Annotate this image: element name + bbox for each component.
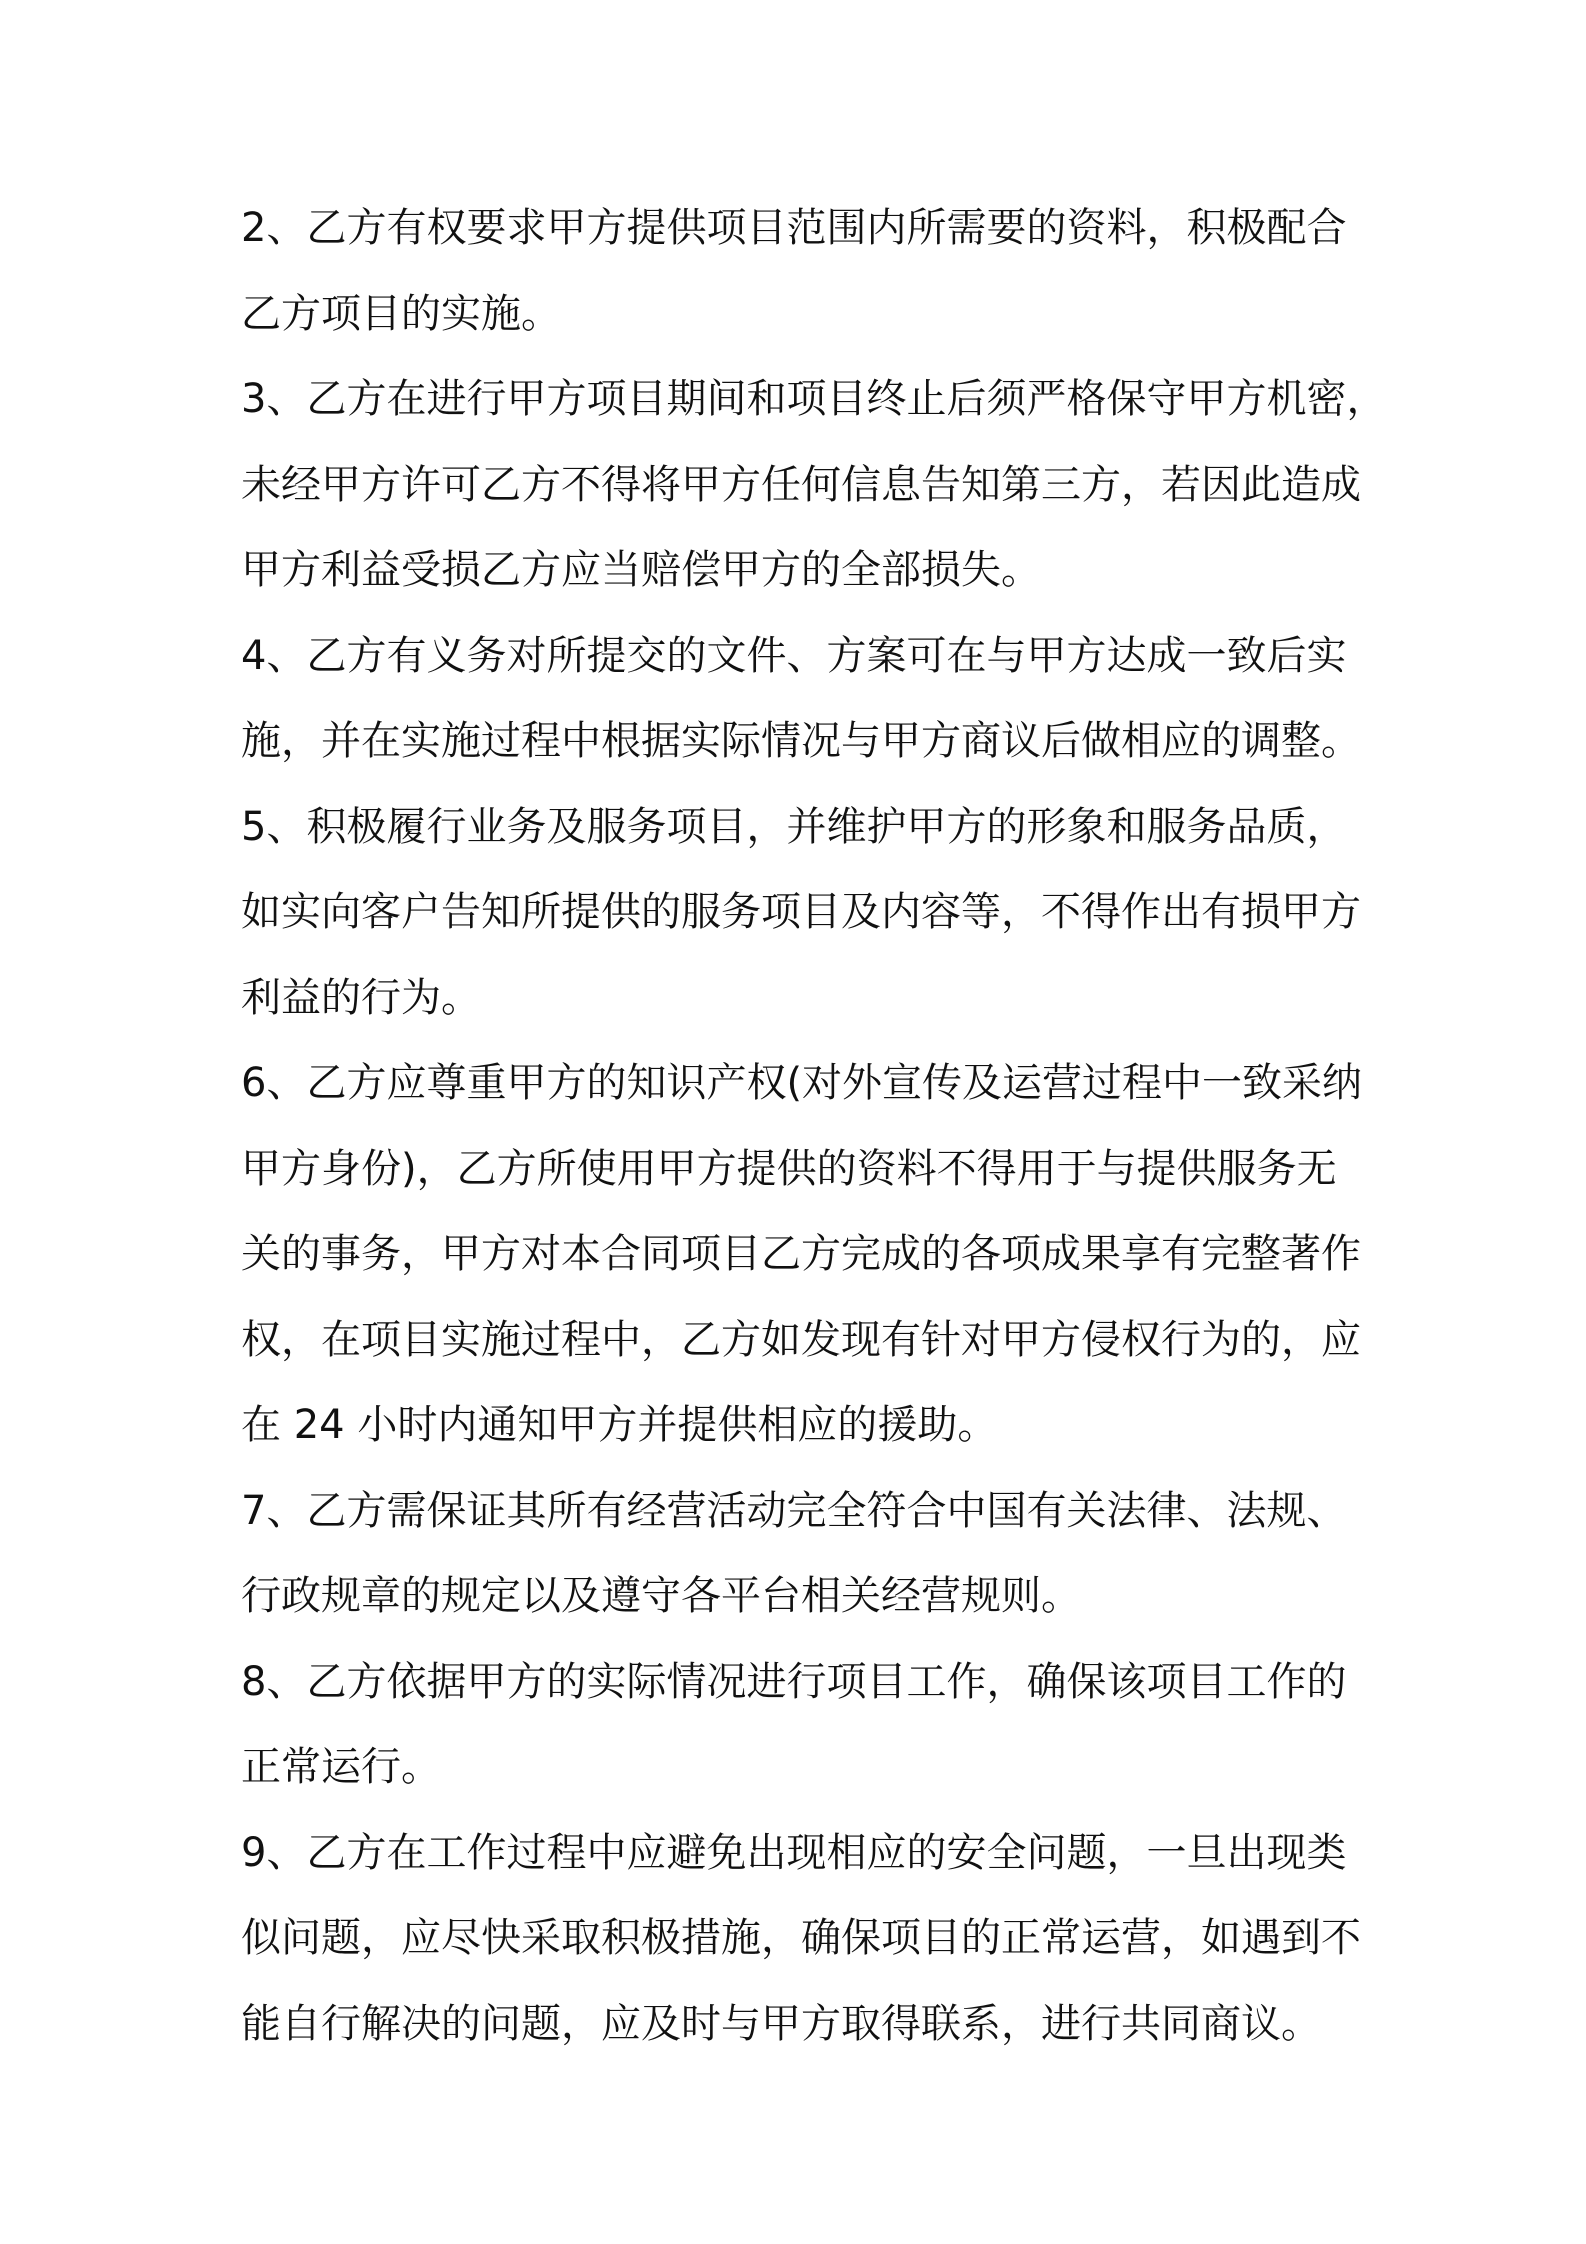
clause-3-line-1: 3、乙方在进行甲方项目期间和项目终止后须严格保守甲方机密，: [241, 376, 1387, 422]
clause-9-line-2: 似问题，应尽快采取积极措施，确保项目的正常运营，如遇到不: [241, 1915, 1361, 1961]
clause-4-line-1: 4、乙方有义务对所提交的文件、方案可在与甲方达成一致后实: [241, 633, 1347, 679]
clause-6-line-4: 权，在项目实施过程中，乙方如发现有针对甲方侵权行为的，应: [241, 1317, 1361, 1363]
clause-8-line-2: 正常运行。: [241, 1744, 441, 1790]
clause-4-line-2: 施，并在实施过程中根据实际情况与甲方商议后做相应的调整。: [241, 718, 1361, 764]
clause-5-line-2: 如实向客户告知所提供的服务项目及内容等，不得作出有损甲方: [241, 889, 1361, 935]
clause-2-line-1: 2、乙方有权要求甲方提供项目范围内所需要的资料，积极配合: [241, 205, 1347, 251]
clause-9-line-3: 能自行解决的问题，应及时与甲方取得联系，进行共同商议。: [241, 2001, 1321, 2047]
clause-6-line-2: 甲方身份)，乙方所使用甲方提供的资料不得用于与提供服务无: [241, 1146, 1337, 1192]
clause-5-line-1: 5、积极履行业务及服务项目，并维护甲方的形象和服务品质，: [241, 804, 1347, 850]
clause-3-line-2: 未经甲方许可乙方不得将甲方任何信息告知第三方，若因此造成: [241, 462, 1361, 508]
clause-5-line-3: 利益的行为。: [241, 975, 481, 1021]
clause-3-line-3: 甲方利益受损乙方应当赔偿甲方的全部损失。: [241, 547, 1041, 593]
clause-2-line-2: 乙方项目的实施。: [241, 291, 561, 337]
clause-7-line-2: 行政规章的规定以及遵守各平台相关经营规则。: [241, 1573, 1081, 1619]
clause-6-line-3: 关的事务，甲方对本合同项目乙方完成的各项成果享有完整著作: [241, 1231, 1361, 1277]
clause-7-line-1: 7、乙方需保证其所有经营活动完全符合中国有关法律、法规、: [241, 1488, 1347, 1534]
clause-6-line-5: 在 24 小时内通知甲方并提供相应的援助。: [241, 1402, 998, 1448]
clause-8-line-1: 8、乙方依据甲方的实际情况进行项目工作，确保该项目工作的: [241, 1659, 1347, 1705]
clause-9-line-1: 9、乙方在工作过程中应避免出现相应的安全问题，一旦出现类: [241, 1830, 1347, 1876]
clause-6-line-1: 6、乙方应尊重甲方的知识产权(对外宣传及运营过程中一致采纳: [241, 1060, 1363, 1106]
